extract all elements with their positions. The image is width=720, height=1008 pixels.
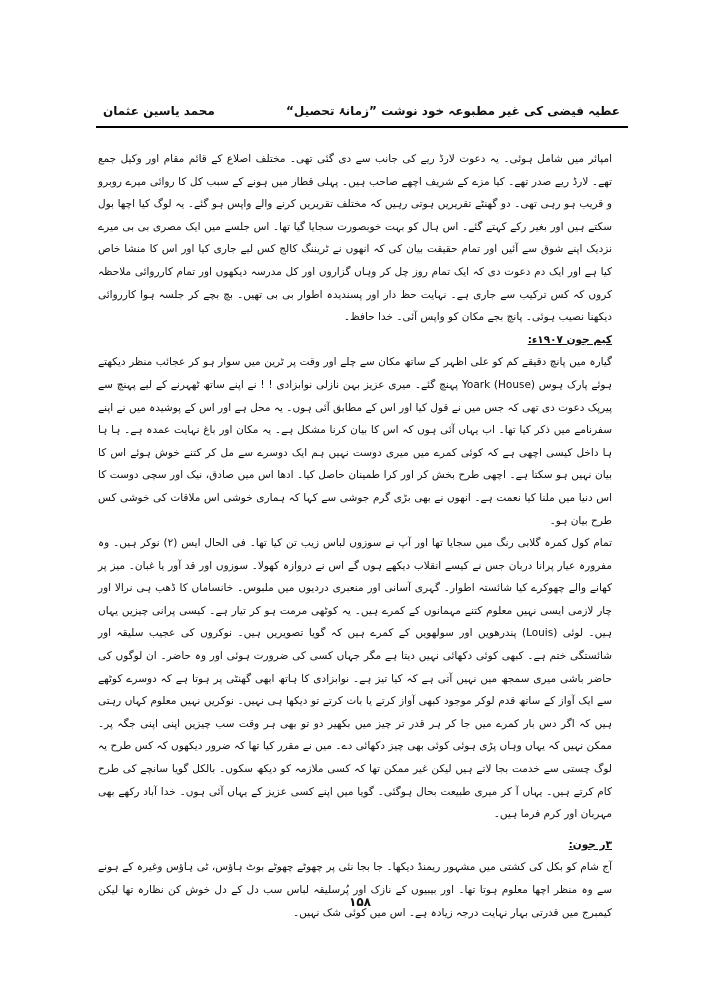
- running-header-author: محمد یاسین عثمان: [103, 104, 215, 118]
- paragraph-2: گیارہ میں پانچ دقیقے کم کو علی اظہر کے ساتھ مکان سے چلے اور وقت پر ٹرین میں سوار ہو کر عجائب منظر دیکھتے ہوئے پارک ہوس Yoark (House) پہنچ گئے۔ میری عزیز بہن نازلی نوابزادی ! ! نے اپنے ساتھ ٹھہرنے کے لیے پہنچ سے پیرپک دعوت دی تھی کہ جس میں نے قول کیا اور اس کے مطابق آئی ہوں۔ یہ محل ہے اور اس کے پوشیدہ میں نے اپنے سفرنامے میں ذکر کیا تھا۔ اب یہاں آئی ہوں کہ اس کا بیان کرنا مشکل ہے۔ یہ مکان اور باغ نہایت عمدہ ہے۔ ہا ہا ہا داخل کیسی اچھی ہے کہ کوئی کمرے میں میری دوست نہیں ہم ایک دوسرے سے مل کر کتنے خوش ہوئے اس کا بیان نہیں ہو سکتا ہے۔ اچھی طرح بخش کر اور کرا طمینان حاصل کیا۔ ادھا اس میں صادق، نیک اور سچی دوست کا اس دنیا میں ملنا کیا نعمت ہے۔ انھوں نے بھی بڑی گرم جوشی سے کہا کہ ہماری خوشی اس ملاقات کی خوشی کس طرح بیان ہو۔: [98, 356, 612, 527]
- date-heading-june-3: ۳ر جون:: [568, 838, 612, 851]
- paragraph-4: آج شام کو بکل کی کشتی میں مشہور ریمنڈ دیکھا۔ جا بجا نئی پر چھوٹے چھوٹے بوٹ ہاؤس، ٹی ہاؤس وغیرہ کے ہونے سے وہ منظر اچھا معلوم ہوتا تھا۔ اور بیبیوں کے نازک اور پُرسلیقہ لباس سب دل کے دل خوش کن نظارہ تھا لیکن کیمبرج میں قدرتی بہار نہایت درجہ زیادہ ہے۔ اس میں کوئی شک نہیں۔: [98, 861, 612, 919]
- header-rule: [96, 126, 628, 128]
- paragraph-1: امپائر میں شامل ہوئی۔ یہ دعوت لارڈ ریے کی جانب سے دی گئی تھی۔ مختلف اصلاع کے قائم مقام اور وکیل جمع تھے۔ لارڈ ریے صدر تھے۔ کیا مزے کے شریف اچھے صاحب ہیں۔ پہلی قطار میں ہونے کے سبب کل کا روائی میرے روبرو و قریب ہو رہی تھی۔ دو گھنٹے تقریریں ہوتی رہیں کہ مختلف تقریریں کرنے والے واپس ہو گئے۔ یہ لوگ کیا اچھا بول سکتے ہیں اور بغیر رکے کہتے گئے۔ اس ہال کو بہت خوبصورت سجایا گیا تھا۔ اس جلسے میں ایک مصری بی بی میرے نزدیک اپنے شوق سے آئیں اور تمام حقیقت بیان کی کہ انھوں نے ٹریننگ کالج کس لیے جاری کیا اور اس کا منشا خاص کیا ہے اور ایک دم دعوت دی کہ ایک تمام روز چل کر وہاں گزاروں اور کل مدرسہ دیکھوں اور تمام کارروائی ملاحظہ کروں کہ کس ترکیب سے جاری ہے۔ نہایت حظ دار اور پسندیدہ اطوار بی بی تھیں۔ بچ بچے کر جلسہ ہوا کارروائی دیکھنا نصیب ہوئی۔ پانچ بجے مکان کو واپس آئی۔ خدا حافظ۔: [98, 153, 612, 324]
- body-text: [98, 148, 612, 924]
- date-heading-june-1: کیم جون ۱۹۰۷ء:: [527, 333, 612, 346]
- running-header-title: عطیہ فیضی کی غیر مطبوعہ خود نوشت ”زمانۂ تحصیل“: [285, 104, 620, 118]
- spacer: [98, 826, 612, 834]
- page-number: ۱۵۸: [349, 895, 371, 909]
- paragraph-3: تمام کول کمرہ گلابی رنگ میں سجایا تھا اور آپ نے سوزوں لباس زیب تن کیا تھا۔ فی الحال ایس (۲) نوکر ہیں۔ وہ مفرورہ عیار پرانا دربان جس نے کیسے انقلاب دیکھے ہوں گے اس نے دروازہ کھولا۔ سوزوں اور قد آور یا غبان۔ میز پر کھانے والے چھوکرے کیا شائستہ اطوار۔ گہری آسانی اور منعبری دردیوں میں ملبوس۔ خانساماں کا ڈھب ہی نرالا اور چار لازمی ایسی نہیں معلوم کتنے مہمانوں کے کمرے ہیں۔ یہ کوٹھی مرمت ہو کر تیار ہے۔ کیسی پرانی چیزیں یہاں ہیں۔ لوئی (Louis) پندرھویں اور سولھویں کے کمرے ہیں کہ گویا تصویریں ہیں۔ نوکروں کی عجیب سلیقہ اور شائستگی ختم ہے۔ کبھی کوئی دکھائی نہیں دیتا ہے مگر جہاں کسی کی ضرورت ہوئی اور وہ حاضر۔ ان لوگوں کی حاضر باشی میری سمجھ میں نہیں آتی ہے کہ کیا تیز ہے۔ نوابزادی کا ہاتھ ابھی گھنٹی پر ہوتا ہے کہ دوسرے کوٹھے سے ایک آواز کے ساتھ قدم لوکر موجود کبھی آواز کرتے یا بات کرتے تو دیکھا ہی نہیں۔ نوکریں نہیں معلوم کہاں رہتی ہیں کہ اگر دس بار کمرے میں جا کر ہر قدر تر چیز میں بکھیر دو تو بھی ہر وقت سب چیزیں اپنی اپنی جگہ پر۔ ممکن نہیں کہ یہاں وہاں پڑی ہوئی کوئی بھی چیز دکھائی دے۔ میں نے مقرر کیا تھا کہ ضرور دیکھوں کہ کس طرح یہ لوگ چستی سے خدمت بجا لاتے ہیں لیکن غیر ممکن تھا کہ کسی ملازمہ کو دیکھ سکوں۔ بالکل گویا سانچے کی طرح کام کرتے ہیں۔ یہاں آ کر میری طبیعت بحال ہوگئی۔ گویا میں اپنے کسی عزیز کے یہاں آئی ہوں۔ خدا آباد رکھے بھی مہربان اور کرم فرما ہیں۔: [98, 537, 612, 821]
